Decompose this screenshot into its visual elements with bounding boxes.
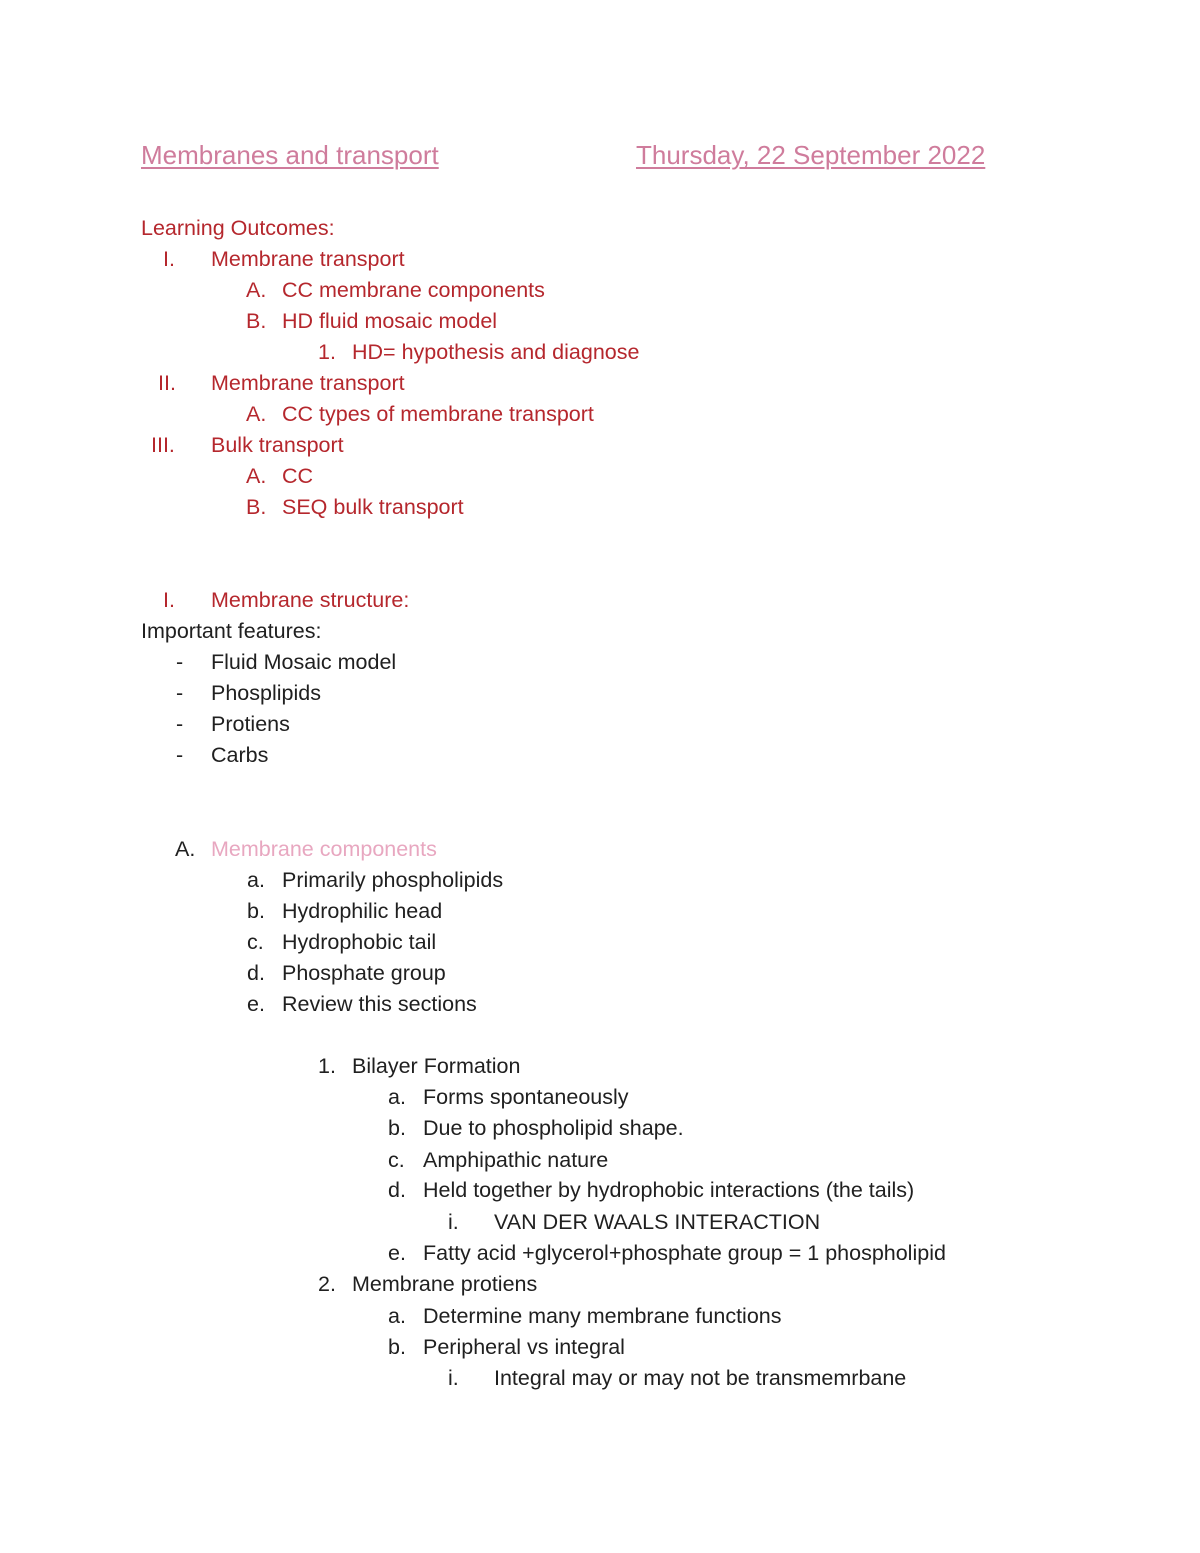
list-item: Forms spontaneously bbox=[423, 1085, 629, 1109]
list-item: Amphipathic nature bbox=[423, 1148, 609, 1172]
list-marker: b. bbox=[388, 1335, 406, 1359]
list-item: Hydrophobic tail bbox=[282, 930, 437, 954]
list-marker: i. bbox=[448, 1210, 459, 1234]
outline-item: SEQ bulk transport bbox=[282, 495, 464, 519]
outline-marker: II. bbox=[158, 371, 176, 395]
outline-marker: A. bbox=[246, 464, 267, 488]
list-item: Review this sections bbox=[282, 992, 477, 1016]
list-marker: b. bbox=[247, 899, 265, 923]
list-item: Phosphate group bbox=[282, 961, 446, 985]
list-marker: e. bbox=[388, 1241, 406, 1265]
list-marker: e. bbox=[247, 992, 265, 1016]
list-item: Integral may or may not be transmemrbane bbox=[494, 1366, 907, 1390]
outline-marker: I. bbox=[163, 247, 175, 271]
outline-item: CC membrane components bbox=[282, 278, 545, 302]
outline-marker: A. bbox=[246, 402, 267, 426]
outline-item: HD= hypothesis and diagnose bbox=[352, 340, 640, 364]
list-item: VAN DER WAALS INTERACTION bbox=[494, 1210, 821, 1234]
section-marker: I. bbox=[163, 588, 175, 612]
outline-item: CC bbox=[282, 464, 314, 488]
outline-item: CC types of membrane transport bbox=[282, 402, 594, 426]
components-heading: Membrane components bbox=[211, 837, 437, 861]
bullet-dash: - bbox=[176, 712, 184, 736]
features-heading: Important features: bbox=[141, 619, 322, 643]
feature-item: Protiens bbox=[211, 712, 290, 736]
list-item: Held together by hydrophobic interactions (the tails) bbox=[423, 1178, 915, 1202]
list-marker: d. bbox=[247, 961, 265, 985]
bullet-dash: - bbox=[176, 681, 184, 705]
section-heading: Membrane structure: bbox=[211, 588, 410, 612]
outline-marker: III. bbox=[151, 433, 175, 457]
bullet-dash: - bbox=[176, 743, 184, 767]
list-item: Primarily phospholipids bbox=[282, 868, 504, 892]
section-marker: A. bbox=[175, 837, 196, 861]
outline-item: Membrane transport bbox=[211, 247, 405, 271]
outline-marker: B. bbox=[246, 309, 267, 333]
outline-marker: A. bbox=[246, 278, 267, 302]
list-item: Due to phospholipid shape. bbox=[423, 1116, 684, 1140]
list-item: Determine many membrane functions bbox=[423, 1304, 782, 1328]
page-title: Membranes and transport bbox=[141, 140, 439, 170]
outline-marker: 1. bbox=[318, 340, 336, 364]
list-marker: i. bbox=[448, 1366, 459, 1390]
feature-item: Fluid Mosaic model bbox=[211, 650, 397, 674]
list-item: Fatty acid +glycerol+phosphate group = 1 phospholipid bbox=[423, 1241, 946, 1265]
list-item: Peripheral vs integral bbox=[423, 1335, 625, 1359]
subsection-heading: Bilayer Formation bbox=[352, 1054, 521, 1078]
outline-marker: B. bbox=[246, 495, 267, 519]
list-marker: d. bbox=[388, 1178, 406, 1202]
list-marker: 2. bbox=[318, 1272, 336, 1296]
outline-item: Bulk transport bbox=[211, 433, 344, 457]
feature-item: Phosplipids bbox=[211, 681, 321, 705]
list-marker: b. bbox=[388, 1116, 406, 1140]
list-marker: a. bbox=[388, 1085, 406, 1109]
list-marker: c. bbox=[247, 930, 264, 954]
list-item: Hydrophilic head bbox=[282, 899, 443, 923]
list-marker: a. bbox=[247, 868, 265, 892]
subsection-heading: Membrane protiens bbox=[352, 1272, 538, 1296]
bullet-dash: - bbox=[176, 650, 184, 674]
list-marker: c. bbox=[388, 1148, 405, 1172]
list-marker: 1. bbox=[318, 1054, 336, 1078]
list-marker: a. bbox=[388, 1304, 406, 1328]
outline-item: Membrane transport bbox=[211, 371, 405, 395]
page-date: Thursday, 22 September 2022 bbox=[636, 140, 986, 170]
learning-outcomes-heading: Learning Outcomes: bbox=[141, 216, 335, 240]
outline-item: HD fluid mosaic model bbox=[282, 309, 498, 333]
feature-item: Carbs bbox=[211, 743, 269, 767]
